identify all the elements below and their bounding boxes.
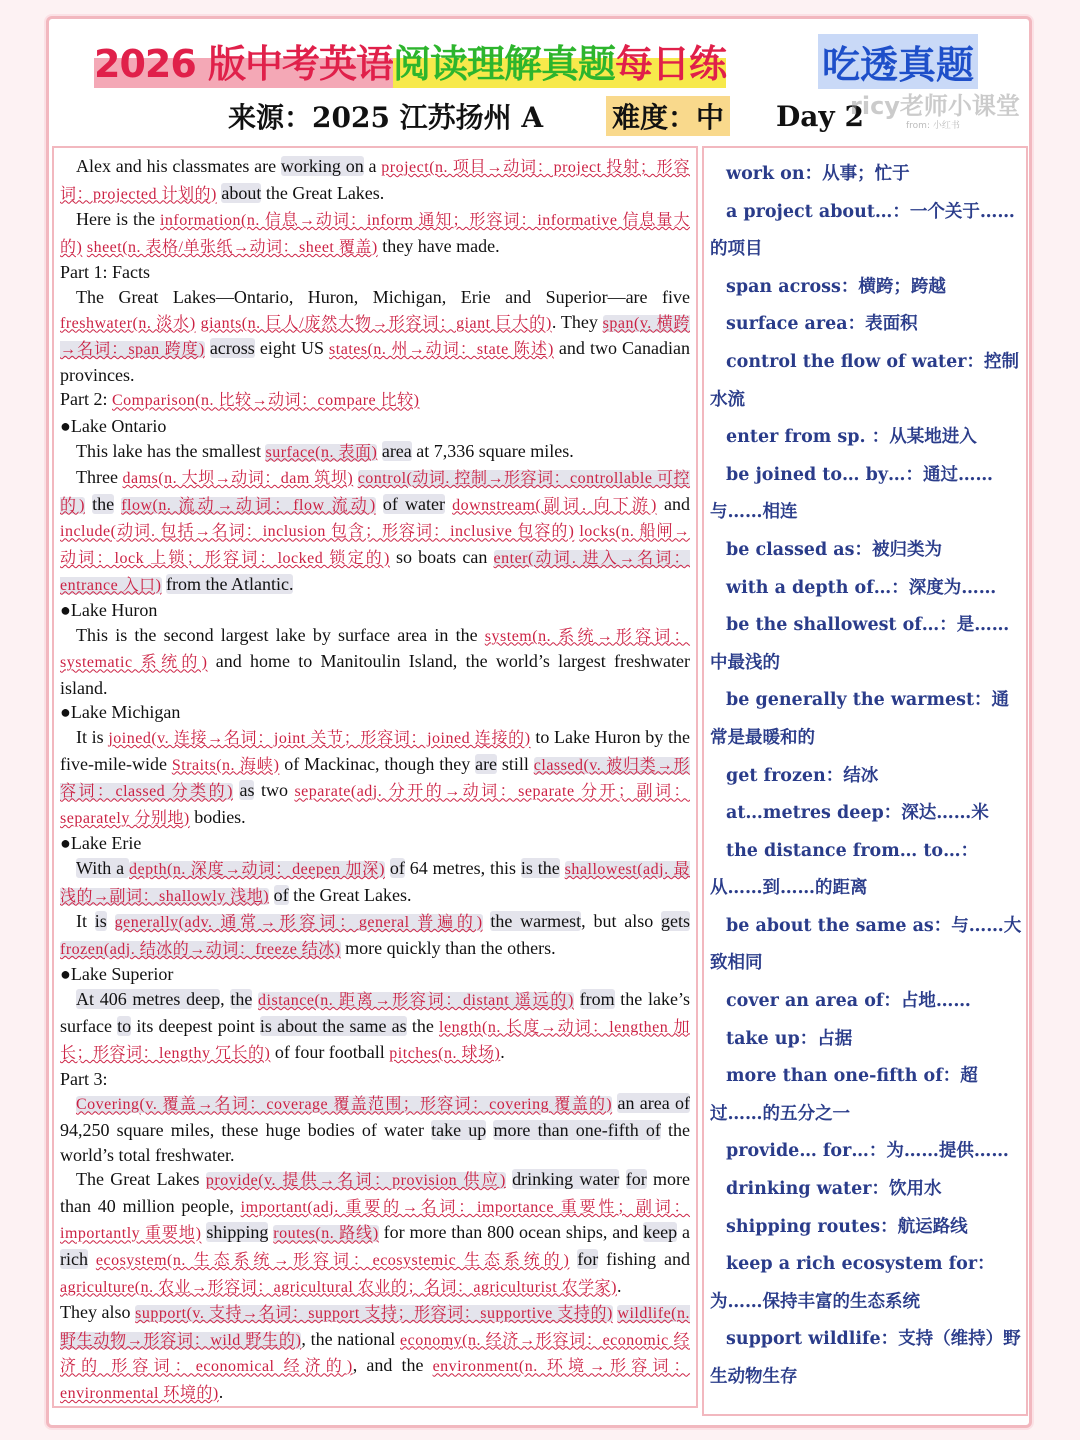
passage-text: This lake has the smallest — [76, 440, 266, 461]
passage-text: ●Lake Superior — [60, 964, 174, 985]
passage-text: Three — [76, 467, 123, 488]
vocab-note: include(动词. 包括→名词：inclusion 包含；形容词：inclusive 包容的) — [60, 523, 575, 541]
passage-text: more quickly than the others. — [340, 937, 556, 958]
passage-text: of Mackinac, though they — [279, 753, 476, 774]
passage-text: , the national — [301, 1328, 400, 1349]
vocab-note: wildlife(n. 野生动物→形容词：wild 野生的) — [60, 1305, 690, 1349]
watermark-sub: from: 小红书 — [906, 121, 960, 131]
passage-text — [107, 911, 115, 931]
phrase-item: keep a rich ecosystem for：为……保持丰富的生态系统 — [710, 1254, 995, 1312]
passage-text: more than 40 million people, — [60, 1169, 691, 1216]
vocab-note: surface(n. 表面) — [265, 443, 378, 461]
phrase-item: be classed as：被归类为 — [726, 539, 942, 560]
passage-text: so boats can — [389, 546, 494, 567]
vocab-note: pitches(n. 球场) — [389, 1045, 501, 1063]
passage-text: 64 metres, this — [404, 858, 521, 879]
phrase-item: take up：占据 — [726, 1028, 853, 1049]
watermark: ricy老师小课堂 — [850, 92, 1020, 120]
passage-text: a — [677, 1222, 691, 1243]
highlighted-phrase: to — [117, 1015, 132, 1036]
vocab-note: Straits(n. 海峡) — [171, 756, 280, 774]
vocab-note: ecosystem(n. 生态系统→形容词：ecosystemic 生态系统的) — [95, 1251, 570, 1269]
passage-text: , — [220, 989, 231, 1009]
passage-paragraph — [60, 962, 690, 987]
phrase-item: the distance from… to…：从……到……的距离 — [710, 840, 979, 899]
highlighted-phrase: the — [230, 989, 253, 1009]
vocab-note: routes(n. 路线) — [273, 1225, 379, 1243]
vocab-note: downstream(副词. 向下游) — [452, 496, 657, 514]
highlighted-phrase: are — [475, 753, 498, 774]
difficulty-label: 难度：中 — [606, 96, 730, 136]
highlighted-phrase: drinking water — [512, 1169, 620, 1190]
highlighted-phrase: more than one-fifth of — [493, 1119, 661, 1140]
passage-paragraph — [60, 725, 690, 831]
vocab-note: joined(v. 连接→名词：joint 关节；形容词：joined 连接的) — [108, 730, 531, 748]
passage-text: the — [406, 1015, 440, 1036]
passage-text — [619, 1169, 625, 1189]
passage-text: for more than 800 ocean ships, and — [378, 1222, 644, 1243]
passage-text — [560, 858, 565, 878]
vocab-note: Comparison(n. 比较→动词：compare 比较) — [112, 392, 420, 410]
highlighted-phrase: is the — [520, 858, 560, 879]
passage-text: It is — [76, 727, 109, 748]
day-label: Day 2 — [776, 99, 864, 133]
passage-text: This is the second largest lake by surface area in the — [76, 624, 485, 645]
passage-text: its deepest point — [131, 1015, 260, 1036]
phrase-item: drinking water：饮用水 — [726, 1179, 942, 1200]
highlighted-phrase: At 406 metres deep — [76, 989, 221, 1009]
vocab-note: span(v. 横跨→名词：span 跨度) — [60, 314, 690, 359]
passage-paragraph — [60, 1091, 690, 1167]
passage-text: 94,250 square miles, these huge bodies of water — [60, 1119, 432, 1140]
highlighted-phrase: for — [625, 1169, 647, 1190]
passage-text: and two Canadian provinces. — [60, 338, 690, 385]
phrase-item: be joined to… by…：通过……与……相连 — [710, 464, 994, 523]
passage-text: fishing and — [598, 1248, 690, 1269]
vocab-note: Covering(v. 覆盖→名词：coverage 覆盖范围；形容词：covering 覆盖的) — [76, 1096, 613, 1114]
highlighted-phrase: area — [381, 440, 412, 461]
passage-text: two — [254, 780, 295, 801]
vocab-note: classed(v. 被归类→形容词：classed 分类的) — [60, 756, 690, 801]
passage-text — [376, 494, 383, 514]
passage-paragraph — [60, 207, 690, 260]
phrase-item: be generally the warmest：通常是最暖和的 — [710, 690, 1010, 748]
phrase-item: shipping routes：航运路线 — [726, 1216, 968, 1237]
passage-text — [88, 1249, 96, 1269]
highlighted-phrase: the warmest — [490, 911, 582, 932]
passage-text: the lake’s surface — [60, 989, 690, 1036]
passage-paragraph — [60, 1167, 690, 1300]
phrase-list — [702, 146, 1028, 1416]
passage-text: ●Lake Michigan — [60, 702, 181, 723]
passage-text: eight US — [254, 338, 330, 359]
passage-paragraph — [60, 260, 690, 285]
passage-text: , and the — [352, 1355, 433, 1376]
passage-text: It — [76, 911, 95, 932]
highlighted-phrase: about — [221, 182, 262, 203]
phrase-item: be about the same as：与……大致相同 — [710, 915, 1022, 974]
passage-text: The Great Lakes—Ontario, Huron, Michigan, Erie and Superior—are five — [76, 286, 690, 307]
vocab-note: information(n. 信息→动词：inform 通知；形容词：informative 信息量大的) — [60, 212, 690, 256]
passage-text: at 7,336 square miles. — [411, 440, 574, 461]
passage-paragraph — [60, 623, 690, 701]
source-label: 来源：2025 江苏扬州 A — [228, 101, 544, 134]
highlighted-phrase: is about the same as — [259, 1015, 407, 1036]
title-part3: 每日练 — [615, 33, 726, 88]
vocab-note: length(n. 长度→动词：lengthen 加长；形容词：lengthy 冗长的) — [60, 1018, 690, 1063]
passage-paragraph — [60, 414, 690, 439]
passage-paragraph — [60, 987, 690, 1067]
passage-text — [269, 885, 274, 905]
passage-text: Alex and his classmates are — [76, 156, 281, 176]
passage-paragraph — [60, 387, 690, 414]
passage-text: Part 2: — [60, 389, 112, 410]
passage-text: Part 1: Facts — [60, 262, 150, 283]
highlighted-phrase: is — [94, 911, 107, 932]
vocab-note: giants(n. 巨人/庞然大物→形容词：giant 巨大的) — [200, 314, 552, 332]
highlighted-phrase: keep — [643, 1222, 678, 1243]
passage-text: . — [617, 1275, 622, 1296]
highlighted-phrase: With a — [76, 858, 130, 879]
title-part1: 2026 版中考英语 — [94, 33, 393, 88]
passage-text: Here is the — [76, 209, 160, 230]
passage-text — [85, 494, 92, 514]
vocab-note: project(n. 项目→动词：project 投射；形容词：projected 计划的) — [60, 159, 690, 203]
vocab-note: sheet(n. 表格/单张纸→动词：sheet 覆盖) — [86, 238, 378, 256]
highlighted-phrase: take up — [431, 1119, 487, 1140]
passage-text: The Great Lakes — [76, 1169, 206, 1190]
vocab-note: frozen(adj. 结冰的→动词：freeze 结冰) — [60, 940, 341, 958]
passage-text: . — [500, 1042, 505, 1063]
vocab-note: support(v. 支持→名词：support 支持；形容词：supportive 支持的) — [135, 1305, 613, 1323]
passage-text: they have made. — [377, 235, 500, 256]
reading-passage — [52, 146, 698, 1408]
highlighted-phrase: gets — [661, 911, 691, 932]
phrase-item: get frozen：结冰 — [726, 765, 879, 786]
vocab-note: provide(v. 提供→名词：provision 供应) — [205, 1172, 506, 1190]
vocab-note: enter(动词. 进入→名词：entrance 入口) — [60, 549, 690, 594]
phrase-item: cover an area of：占地…… — [726, 991, 971, 1012]
phrase-item: more than one-fifth of：超过……的五分之一 — [710, 1066, 978, 1124]
vocab-note: flow(n. 流动→动词：flow 流动) — [121, 496, 376, 514]
vocab-note: environment(n. 环境→形容词：environmental 环境的) — [60, 1358, 691, 1402]
vocab-note: economy(n. 经济→形容词：economic 经济的 形容词：economical 经济的) — [60, 1331, 690, 1376]
vocab-note: states(n. 州→动词：state 陈述) — [329, 341, 554, 359]
passage-text: a — [363, 156, 382, 176]
vocab-note: control(动词. 控制→形容词：controllable 可控的) — [60, 470, 691, 514]
phrase-item: control the flow of water：控制水流 — [710, 351, 1019, 410]
highlighted-phrase: of — [389, 858, 405, 879]
vocab-note: depth(n. 深度→动词：deepen 加深) — [129, 861, 385, 879]
passage-paragraph — [60, 909, 690, 962]
vocab-note: freshwater(n. 淡水) — [60, 314, 196, 332]
vocab-note: system(n. 系统→形容词：systematic 系统的) — [60, 627, 691, 672]
highlighted-phrase: working on — [280, 156, 364, 176]
passage-paragraph — [60, 856, 690, 909]
passage-text — [574, 989, 580, 1009]
passage-text: still — [497, 753, 534, 774]
passage-text: the Great Lakes. — [288, 884, 412, 905]
title-part2: 阅读理解真题 — [393, 33, 615, 88]
passage-paragraph — [60, 285, 690, 387]
passage-text: . — [218, 1381, 224, 1402]
passage-text: of four football — [270, 1042, 390, 1063]
vocab-note: generally(adv. 通常→形容词：general 普遍的) — [114, 914, 483, 932]
passage-paragraph — [60, 1300, 690, 1406]
passage-paragraph — [60, 831, 690, 856]
highlighted-phrase: from the Atlantic. — [166, 573, 294, 594]
vocab-note: distance(n. 距离→形容词：distant 遥远的) — [258, 992, 574, 1009]
passage-text: . They — [551, 311, 603, 332]
passage-paragraph — [60, 1067, 690, 1092]
phrase-item: work on：从事；忙于 — [726, 164, 910, 184]
highlighted-phrase: shipping — [206, 1222, 269, 1243]
passage-text: and home to Manitoulin Island, the world’s largest freshwater island. — [60, 651, 690, 698]
passage-text: the world’s total freshwater. — [60, 1119, 690, 1165]
highlighted-phrase: the — [92, 493, 115, 514]
passage-text: to Lake Huron by the five-mile-wide — [60, 727, 690, 774]
passage-paragraph — [60, 439, 690, 466]
passage-text: and — [656, 493, 690, 514]
phrase-item: with a depth of…：深度为…… — [726, 577, 997, 598]
phrase-item: enter from sp. ：从某地进入 — [726, 427, 977, 448]
passage-text: , but also — [581, 911, 662, 932]
phrase-item: surface area：表面积 — [726, 314, 918, 335]
highlighted-phrase: from — [579, 989, 615, 1009]
vocab-note: shallowest(adj. 最浅的→副词：shallowly 浅地) — [60, 861, 690, 905]
passage-paragraph — [60, 465, 690, 598]
passage-text: Part 3: — [60, 1068, 108, 1089]
vocab-note: locks(n. 船闸→动词：lock 上锁；形容词：locked 锁定的) — [60, 523, 690, 567]
passage-text: ●Lake Erie — [60, 833, 142, 854]
highlighted-phrase: of — [273, 884, 289, 905]
phrase-item: span across：横跨；跨越 — [726, 276, 946, 297]
vocab-note: agriculture(n. 农业→形容词：agricultural 农业的；名词：agriculturist 农学家) — [60, 1278, 618, 1296]
phrase-item: be the shallowest of…：是……中最浅的 — [710, 615, 1010, 673]
highlighted-phrase: rich — [60, 1248, 88, 1269]
passage-text: They also — [60, 1302, 136, 1323]
passage-paragraph — [60, 154, 690, 207]
highlighted-phrase: of water — [382, 493, 445, 514]
vocab-note: important(adj. 重要的→名词：importance 重要性；副词：importantly 重要地) — [60, 1198, 690, 1243]
phrase-item: at…metres deep：深达……米 — [726, 803, 989, 824]
title-badge: 吃透真题 — [818, 34, 978, 89]
highlighted-phrase: for — [577, 1248, 599, 1269]
passage-text: the Great Lakes. — [261, 182, 385, 203]
phrase-item: provide… for…：为……提供…… — [726, 1141, 1009, 1162]
vocab-note: dams(n. 大坝→动词：dam 筑坝) — [122, 470, 354, 488]
phrase-item: support wildlife：支持（维持）野生动物生存 — [710, 1329, 1021, 1387]
passage-paragraph — [60, 598, 690, 623]
passage-paragraph — [60, 700, 690, 725]
vocab-note: separate(adj. 分开的→动词：separate 分开；副词：separately 分别地) — [60, 783, 690, 827]
phrase-item: a project about…：一个关于……的项目 — [710, 201, 1015, 260]
passage-text: ●Lake Huron — [60, 600, 158, 621]
highlighted-phrase: an area of — [617, 1093, 690, 1114]
passage-text: ●Lake Ontario — [60, 415, 167, 436]
highlighted-phrase: across — [209, 338, 255, 359]
passage-text: bodies. — [189, 806, 246, 827]
page-title — [94, 30, 726, 90]
highlighted-phrase: as — [239, 780, 255, 801]
